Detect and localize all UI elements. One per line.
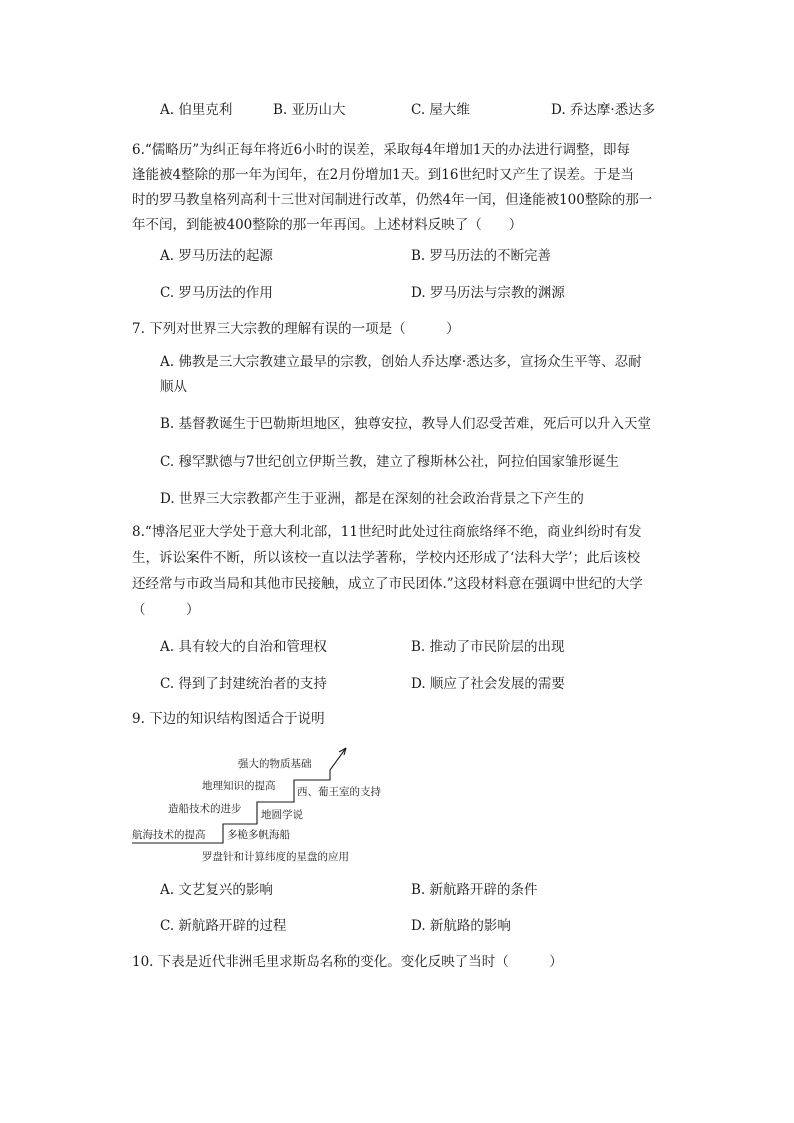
q6-option-a[interactable]: A. 罗马历法的起源 [160, 248, 273, 264]
q8-stem-line-3: 还经常与市政当局和其他市民接触，成立了市民团体.”这段材料意在强调中世纪的大学 [132, 576, 643, 592]
q9-stem: 9. 下边的知识结构图适合于说明 [132, 711, 325, 727]
q8-option-c[interactable]: C. 得到了封建统治者的支持 [160, 676, 327, 692]
step-label-4: 航海技术的提高 [132, 829, 206, 841]
q5-option-a[interactable]: A. 伯里克利 [160, 102, 233, 118]
step-label-1: 强大的物质基础 [238, 758, 312, 770]
q7-option-c[interactable]: C. 穆罕默德与7世纪创立伊斯兰教，建立了穆斯林公社，阿拉伯国家雏形诞生 [160, 454, 620, 470]
q7-option-a-cont: 顺从 [160, 379, 187, 395]
q9-option-b[interactable]: B. 新航路开辟的条件 [411, 882, 538, 898]
q5-option-d[interactable]: D. 乔达摩·悉达多 [551, 102, 656, 118]
knowledge-structure-diagram [130, 740, 381, 870]
q6-option-b[interactable]: B. 罗马历法的不断完善 [411, 248, 552, 264]
q8-stem-line-2: 生，诉讼案件不断，所以该校一直以法学著称，学校内还形成了‘法科大学’；此后该校 [132, 550, 641, 566]
step-label-3: 造船技术的进步 [168, 803, 242, 815]
q8-stem-line-1: 8.“博洛尼亚大学处于意大利北部，11世纪时此处过往商旅络绎不绝，商业纠纷时有发 [132, 524, 642, 540]
riser-label-1: 西、葡王室的支持 [297, 786, 381, 798]
q6-option-c[interactable]: C. 罗马历法的作用 [160, 285, 273, 301]
q8-stem-line-4: （ ） [132, 602, 200, 618]
q6-stem-line-4: 年不闰，到能被400整除的那一年再闰。上述材料反映了（ ） [132, 217, 523, 233]
q9-option-d[interactable]: D. 新航路的影响 [411, 918, 511, 934]
step-label-2: 地理知识的提高 [202, 780, 276, 792]
arrow-head-icon [339, 748, 346, 755]
q6-stem-line-1: 6.“儒略历”为纠正每年将近6小时的误差，采取每4年增加1天的办法进行调整，即每 [132, 142, 630, 158]
q7-option-d[interactable]: D. 世界三大宗教都产生于亚洲，都是在深刻的社会政治背景之下产生的 [160, 491, 584, 507]
q5-option-c[interactable]: C. 屋大维 [411, 102, 470, 118]
q7-stem: 7. 下列对世界三大宗教的理解有误的一项是（ ） [132, 321, 460, 337]
q9-option-a[interactable]: A. 文艺复兴的影响 [160, 882, 273, 898]
q8-option-b[interactable]: B. 推动了市民阶层的出现 [411, 639, 565, 655]
q8-option-d[interactable]: D. 顺应了社会发展的需要 [411, 676, 565, 692]
q7-option-a[interactable]: A. 佛教是三大宗教建立最早的宗教，创始人乔达摩·悉达多，宣扬众生平等、忍耐 [160, 354, 642, 370]
q6-stem-line-3: 时的罗马教皇格列高利十三世对闰制进行改革，仍然4年一闰，但逢能被100整除的那一 [132, 192, 653, 208]
q6-stem-line-2: 逢能被4整除的那一年为闰年，在2月份增加1天。到16世纪时又产生了误差。于是当 [132, 167, 634, 183]
q5-option-b[interactable]: B. 亚历山大 [273, 102, 346, 118]
q10-stem: 10. 下表是近代非洲毛里求斯岛名称的变化。变化反映了当时（ ） [132, 954, 563, 970]
q6-option-d[interactable]: D. 罗马历法与宗教的渊源 [411, 285, 565, 301]
q8-option-a[interactable]: A. 具有较大的自治和管理权 [160, 639, 327, 655]
riser-label-2: 地圆学说 [261, 809, 303, 821]
q7-option-b[interactable]: B. 基督教诞生于巴勒斯坦地区，独尊安拉，教导人们忍受苦难，死后可以升入天堂 [160, 416, 652, 432]
riser-label-3: 多桅多帆海船 [227, 829, 290, 841]
q9-option-c[interactable]: C. 新航路开辟的过程 [160, 918, 287, 934]
riser-label-4: 罗盘针和计算纬度的星盘的应用 [202, 851, 349, 863]
